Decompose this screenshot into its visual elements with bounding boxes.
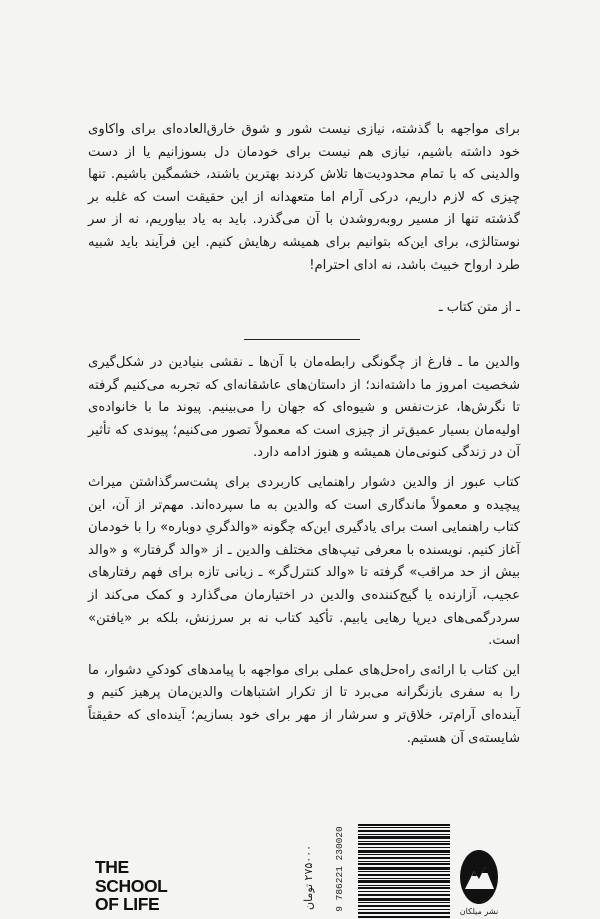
barcode-icon <box>358 824 450 918</box>
quote-text: برای مواجهه با گذشته، نیازی نیست شور و شوق خارق‌العاده‌ای برای واکاوی خود داشته باشیم، نیازی هم نیست برای خودمان دل بسوزانیم یا از دست والدینی که با تمام محدودیت‌ها تلاش کردند بهترین باشند، خشمگین باشیم. تنها چیزی که لازم داریم، درکی آرام اما متعهدانه از این حقیقت است که غلبه بر گذشته تنها از مسیر روبه‌روشدن با آن می‌گذرد. باید به یاد بیاوریم، نه از سر نوستالژی، برای این‌که بتوانیم برای همیشه رهایش کنیم. این فرآیند باید شبیه طرد ارواح خبیث باشد، نه ادای احترام! <box>88 122 520 273</box>
quote-source: ـ از متن کتاب ـ <box>438 300 520 315</box>
publisher-logo <box>459 849 499 919</box>
mountains-icon <box>459 849 499 905</box>
logo-line-1: THE <box>95 857 129 877</box>
description-paragraph-2: کتاب عبور از والدین دشوار راهنمایی کاربردی برای پشت‌سرگذاشتن میراث پیچیده و معمولاً ماندگاری است که والدین به ما سپرده‌اند. مهم‌تر از آن، این کتاب راهنمایی است برای یادگیری این‌که چگونه «والدگریِ دوباره» را با خودمان آغاز کنیم. نویسنده با معرفی تیپ‌های مختلف والدین ـ از «والد گرفتار» و «والد بیش از حد مراقب» گرفته تا «والد کنترل‌گر» ـ زبانی تازه برای فهم رفتارهای عجیب، آزارنده یا گیج‌کننده‌ی والدین در اختیارمان می‌گذارد و کمک می‌کند از سردرگمی‌های دیرپا رهایی یابیم. تأکید کتاب نه بر سرزنش، بلکه بر «یافتن» است. <box>88 474 520 649</box>
divider-line <box>244 339 360 340</box>
description-paragraph-1: والدین ما ـ فارغ از چگونگی رابطه‌مان با آن‌ها ـ نقشی بنیادین در شکل‌گیری شخصیت امروز ما داشته‌اند؛ از داستان‌های عاشقانه‌ای که تجربه می‌کنیم گرفته تا نگرش‌ها، عزت‌نفس و شیوه‌ای که جهان را می‌بینیم. پیوند ما با خانواده‌ی اولیه‌مان بسیار عمیق‌تر از چیزی است که معمولاً تصور می‌کنیم؛ پیوندی که تأثیر آن در زندگی کنونی‌مان همیشه و هنوز ادامه دارد. <box>88 355 520 461</box>
description-paragraph-3: این کتاب با ارائه‌ی راه‌حل‌های عملی برای مواجهه با پیامدهای کودکیِ دشوار، ما را به سفری بازنگرانه می‌برد تا از تکرار اشتباهات والدین‌مان پرهیز کنیم و آینده‌ای آرام‌تر، خلاق‌تر و سرشار از مهر برای خود بسازیم؛ آینده‌ای که حقیقتاً شایسته‌ی آن هستیم. <box>88 662 520 746</box>
description-block <box>88 352 520 757</box>
quote-block <box>88 119 520 277</box>
price-label: ۲۷۵۰۰۰ تومان <box>302 844 315 910</box>
logo-line-2: SCHOOL <box>95 875 168 896</box>
school-of-life-logo <box>95 858 185 914</box>
logo-line-3: OF LIFE <box>95 894 160 914</box>
publisher-name: نشر میلکان <box>459 907 499 916</box>
isbn-number: 9 786221 230020 <box>334 826 345 912</box>
isbn-barcode <box>330 824 450 914</box>
